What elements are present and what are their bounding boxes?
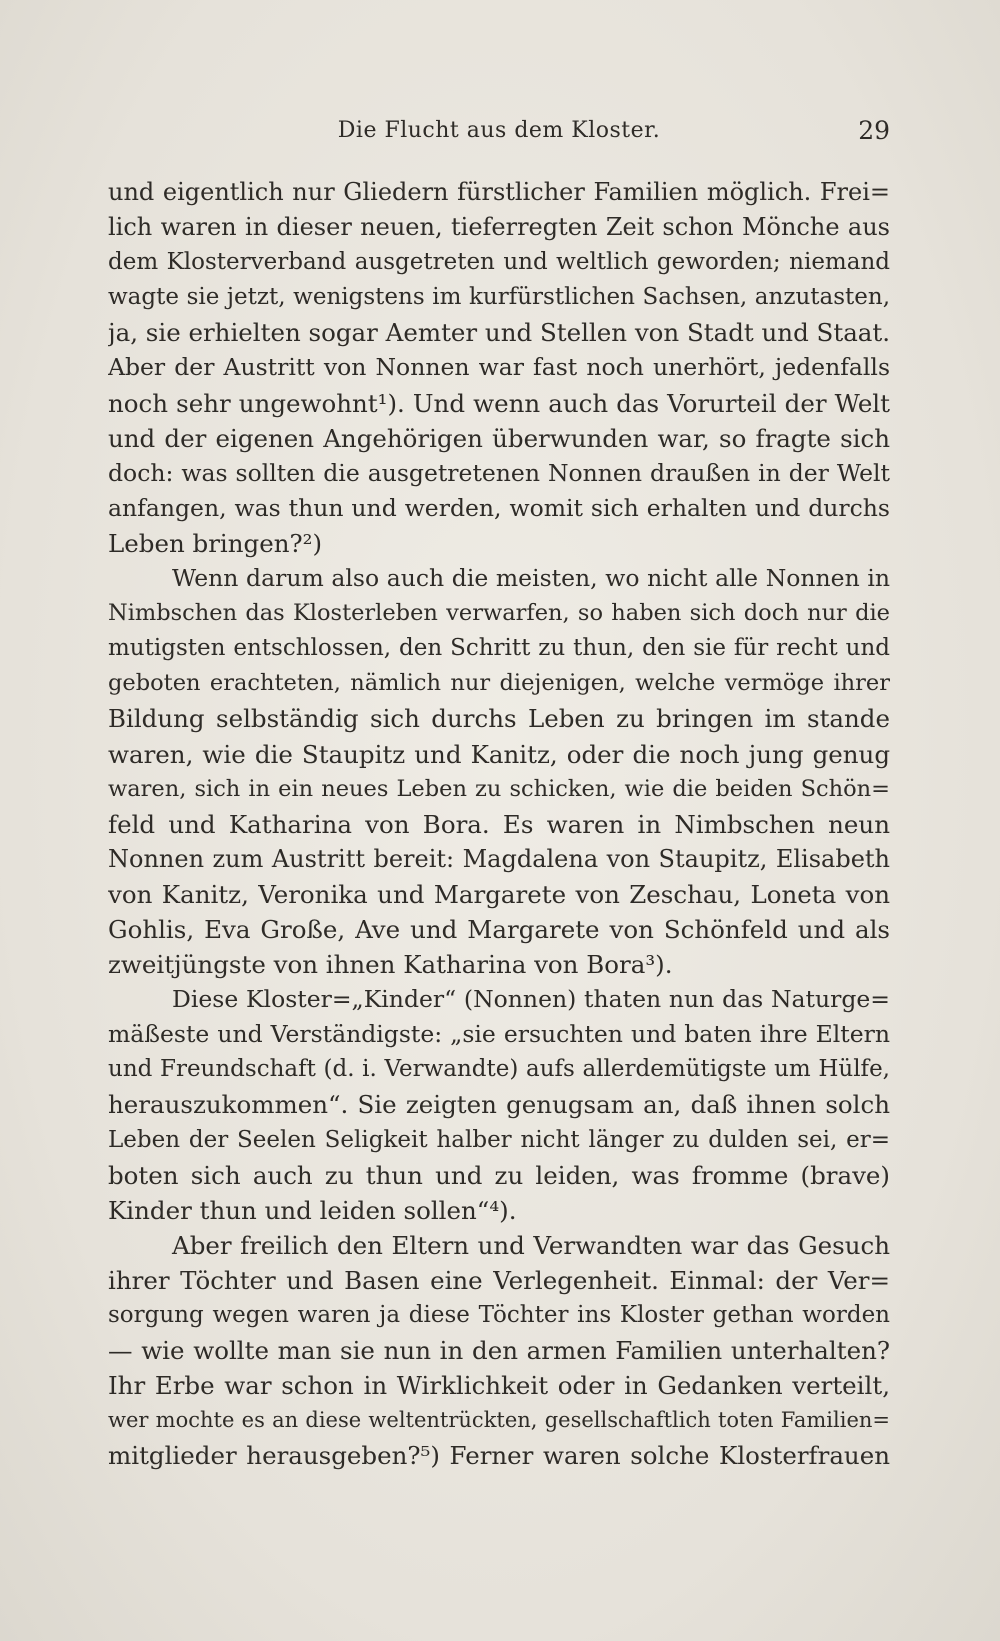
- text-line: dem Klosterverband ausgetreten und weltlich geworden; niemand: [108, 249, 890, 276]
- text-line: wer mochte es an diese weltentrückten, gesellschaftlich toten Familien=: [108, 1408, 890, 1433]
- text-line: Nonnen zum Austritt bereit: Magdalena von Staupitz, Elisabeth: [108, 844, 890, 873]
- text-line: Bildung selbständig sich durchs Leben zu bringen im stande: [108, 704, 890, 734]
- text-line: Gohlis, Eva Große, Ave und Margarete von Schönfeld und als: [108, 914, 890, 944]
- text-line: zweitjüngste von ihnen Katharina von Bora³).: [108, 950, 673, 980]
- text-line: Leben der Seelen Seligkeit halber nicht länger zu dulden sei, er=: [108, 1126, 890, 1153]
- text-line: und der eigenen Angehörigen überwunden war, so fragte sich: [108, 423, 890, 453]
- text-line: anfangen, was thun und werden, womit sich erhalten und durchs: [108, 493, 890, 522]
- text-line: mutigsten entschlossen, den Schritt zu thun, den sie für recht und: [108, 635, 890, 662]
- text-line: Aber der Austritt von Nonnen war fast noch unerhört, jedenfalls: [108, 353, 890, 382]
- text-line: und eigentlich nur Gliedern fürstlicher Familien möglich. Frei=: [108, 178, 890, 206]
- text-line: Nimbschen das Klosterleben verwarfen, so haben sich doch nur die: [108, 600, 890, 627]
- text-line: Diese Kloster=„Kinder“ (Nonnen) thaten nun das Naturge=: [172, 985, 890, 1014]
- text-line: feld und Katharina von Bora. Es waren in Nimbschen neun: [108, 809, 890, 839]
- text-line: Aber freilich den Eltern und Verwandten war das Gesuch: [172, 1230, 890, 1260]
- text-line: noch sehr ungewohnt¹). Und wenn auch das Vorurteil der Welt: [108, 388, 890, 418]
- text-line: Ihr Erbe war schon in Wirklichkeit oder in Gedanken verteilt,: [108, 1371, 890, 1401]
- text-line: Kinder thun und leiden sollen“⁴).: [108, 1195, 517, 1225]
- text-line: Leben bringen?²): [108, 528, 323, 558]
- running-head: [108, 118, 890, 154]
- text-line: ja, sie erhielten sogar Aemter und Stellen von Stadt und Staat.: [108, 318, 890, 348]
- text-line: mitglieder herausgeben?⁵) Ferner waren solche Klosterfrauen: [108, 1441, 890, 1471]
- text-line: ihrer Töchter und Basen eine Verlegenheit. Einmal: der Ver=: [108, 1265, 890, 1295]
- text-line: doch: was sollten die ausgetretenen Nonnen draußen in der Welt: [108, 458, 890, 487]
- text-line: lich waren in dieser neuen, tieferregten Zeit schon Mönche aus: [108, 213, 890, 242]
- body-text: [108, 175, 890, 1473]
- text-line: — wie wollte man sie nun in den armen Familien unterhalten?: [108, 1336, 890, 1366]
- text-line: waren, wie die Staupitz und Kanitz, oder die noch jung genug: [108, 739, 890, 769]
- text-line: waren, sich in ein neues Leben zu schicken, wie die beiden Schön=: [108, 775, 890, 802]
- text-line: wagte sie jetzt, wenigstens im kurfürstlichen Sachsen, anzutasten,: [108, 284, 890, 311]
- text-line: und Freundschaft (d. i. Verwandte) aufs allerdemütigste um Hülfe,: [108, 1056, 890, 1083]
- text-line: von Kanitz, Veronika und Margarete von Zeschau, Loneta von: [108, 879, 890, 909]
- text-line: herauszukommen“. Sie zeigten genugsam an, daß ihnen solch: [108, 1090, 890, 1120]
- text-line: boten sich auch zu thun und zu leiden, was fromme (brave): [108, 1160, 890, 1190]
- running-title: Die Flucht aus dem Kloster.: [337, 118, 661, 143]
- text-line: Wenn darum also auch die meisten, wo nicht alle Nonnen in: [172, 564, 890, 593]
- page-number: 29: [858, 116, 890, 145]
- text-line: geboten erachteten, nämlich nur diejenigen, welche vermöge ihrer: [108, 670, 890, 697]
- text-line: mäßeste und Verständigste: „sie ersuchten und baten ihre Eltern: [108, 1020, 890, 1049]
- text-line: sorgung wegen waren ja diese Töchter ins Kloster gethan worden: [108, 1302, 890, 1328]
